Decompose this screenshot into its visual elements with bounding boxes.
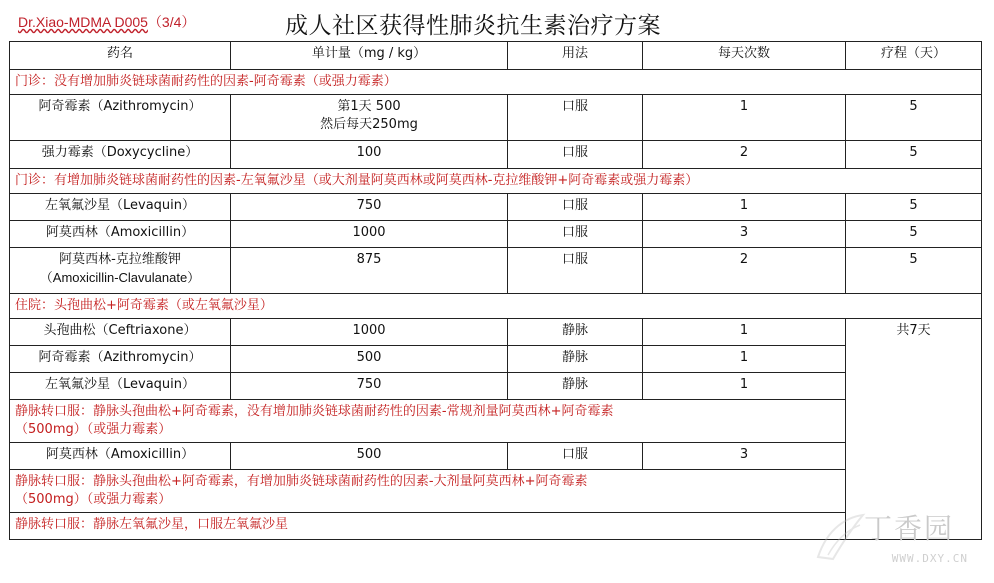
section-iv-to-oral-1 [10,400,846,443]
drug-cell: 阿奇霉素（Azithromycin） [10,95,231,141]
route-cell: 口服 [508,443,643,470]
table-row [10,319,982,346]
inpatient-duration-cell: 共7天 [846,319,982,540]
section-line: 静脉转口服：静脉头孢曲松+阿奇霉素，有增加肺炎链球菌耐药性的因素-大剂量阿莫西林+阿奇霉素 [15,474,588,489]
table-row [10,248,982,294]
treatment-table [9,41,982,540]
route-cell: 静脉 [508,373,643,400]
col-header-dose: 单计量（mg / kg） [231,42,508,70]
frequency-cell: 3 [643,221,846,248]
page-title: 成人社区获得性肺炎抗生素治疗方案 [285,13,661,39]
duration-cell: 5 [846,141,982,169]
dose-cell [231,95,508,141]
drug-cell [10,248,231,294]
source-label [18,12,195,32]
frequency-cell: 1 [643,95,846,141]
frequency-cell: 1 [643,194,846,221]
route-cell: 口服 [508,221,643,248]
source-code: Dr.Xiao-MDMA D005 [18,14,148,30]
table-row [10,373,982,400]
dose-cell: 750 [231,373,508,400]
frequency-cell: 1 [643,373,846,400]
section-row [10,169,982,194]
dose-cell: 1000 [231,319,508,346]
duration-cell: 5 [846,194,982,221]
frequency-cell: 2 [643,141,846,169]
dose-cell: 100 [231,141,508,169]
section-row [10,294,982,319]
col-header-drug: 药名 [10,42,231,70]
section-iv-to-oral-3: 静脉转口服：静脉左氧氟沙星，口服左氧氟沙星 [10,513,846,540]
drug-cell: 强力霉素（Doxycycline） [10,141,231,169]
col-header-route: 用法 [508,42,643,70]
drug-cell: 头孢曲松（Ceftriaxone） [10,319,231,346]
route-cell: 静脉 [508,319,643,346]
table-header-row [10,42,982,70]
section-line: 静脉转口服：静脉头孢曲松+阿奇霉素，没有增加肺炎链球菌耐药性的因素-常规剂量阿莫西林+阿奇霉素 [15,404,614,419]
section-outpatient-no-risk: 门诊：没有增加肺炎链球菌耐药性的因素-阿奇霉素（或强力霉素） [10,70,982,95]
table-row [10,141,982,169]
section-row [10,70,982,95]
section-inpatient: 住院：头孢曲松+阿奇霉素（或左氧氟沙星） [10,294,982,319]
drug-cell: 左氧氟沙星（Levaquin） [10,373,231,400]
table-row [10,194,982,221]
frequency-cell: 1 [643,346,846,373]
route-cell: 静脉 [508,346,643,373]
dose-cell: 875 [231,248,508,294]
watermark-text: 丁香园 [863,512,954,545]
watermark-url: WWW.DXY.CN [891,552,968,565]
section-outpatient-risk: 门诊：有增加肺炎链球菌耐药性的因素-左氧氟沙星（或大剂量阿莫西林或阿莫西林-克拉维酸钾+阿奇霉素或强力霉素） [10,169,982,194]
table-row [10,346,982,373]
dose-cell: 1000 [231,221,508,248]
route-cell: 口服 [508,194,643,221]
route-cell: 口服 [508,141,643,169]
section-line: （500mg）（或强力霉素） [15,492,172,507]
col-header-frequency: 每天次数 [643,42,846,70]
table-row [10,221,982,248]
drug-cell: 阿奇霉素（Azithromycin） [10,346,231,373]
section-row [10,400,982,443]
duration-cell: 5 [846,248,982,294]
col-header-duration: 疗程（天） [846,42,982,70]
route-cell: 口服 [508,95,643,141]
page-indicator: （3/4） [147,14,196,30]
section-iv-to-oral-2 [10,470,846,513]
section-line: （500mg）（或强力霉素） [15,422,172,437]
duration-cell: 5 [846,95,982,141]
dose-cell: 750 [231,194,508,221]
dose-cell: 500 [231,346,508,373]
frequency-cell: 1 [643,319,846,346]
drug-name-cn: 阿莫西林-克拉维酸钾 [59,252,181,267]
route-cell: 口服 [508,248,643,294]
dose-line: 然后每天250mg [320,117,418,132]
drug-cell: 阿莫西林（Amoxicillin） [10,221,231,248]
duration-cell: 5 [846,221,982,248]
drug-cell: 阿莫西林（Amoxicillin） [10,443,231,470]
table-row [10,443,982,470]
table-row [10,95,982,141]
dose-line: 第1天 500 [337,99,401,114]
drug-cell: 左氧氟沙星（Levaquin） [10,194,231,221]
drug-name-en: （Amoxicillin-Clavulanate） [39,270,201,285]
dose-cell: 500 [231,443,508,470]
frequency-cell: 3 [643,443,846,470]
frequency-cell: 2 [643,248,846,294]
